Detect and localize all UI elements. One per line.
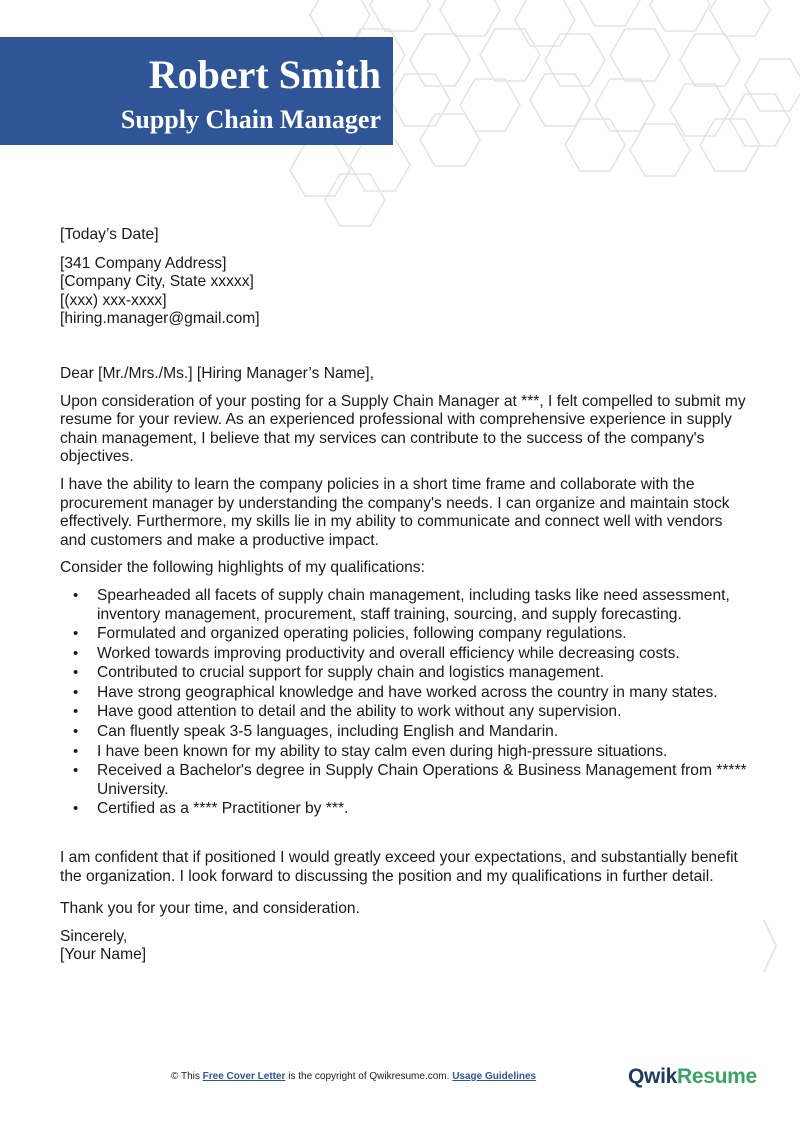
hexagon-shape <box>390 74 450 126</box>
hexagon-shape <box>325 174 385 226</box>
letter-date: [Today’s Date] <box>60 226 159 243</box>
copyright-notice <box>171 1071 536 1082</box>
intro-paragraph: Upon consideration of your posting for a Supply Chain Manager at ***, I felt compelled to submit my resume for your review. As an experienced professional with comprehensive experience in supply chain management, I believe that my services can contribute to the success of the company's objectives. <box>60 392 746 466</box>
hexagon-shape <box>480 29 540 81</box>
address-line: [341 Company Address] <box>60 254 227 272</box>
hexagon-shape <box>420 114 480 166</box>
highlight-item: • Formulated and organized operating policies, following company regulations. <box>97 625 750 644</box>
hexagon-shape <box>460 79 520 131</box>
hexagon-shape <box>370 0 430 31</box>
hexagon-shape <box>745 59 800 111</box>
hexagon-shape <box>440 0 500 36</box>
hexagon-shape <box>545 34 605 86</box>
candidate-name: Robert Smith <box>148 52 381 97</box>
highlight-item: • Received a Bachelor's degree in Supply Chain Operations & Business Management from ***** University. <box>97 762 750 799</box>
qwikresume-logo[interactable] <box>628 1065 757 1089</box>
hexagon-shape <box>710 0 770 36</box>
signature-name: [Your Name] <box>60 946 147 964</box>
highlight-item: • Contributed to crucial support for supply chain and logistics management. <box>97 664 750 683</box>
logo-part-resume: Resume <box>676 1065 757 1088</box>
highlight-item: • Have strong geographical knowledge and have worked across the country in many states. <box>97 684 750 703</box>
hexagon-shape <box>530 74 590 126</box>
skills-paragraph: I have the ability to learn the company policies in a short time frame and collaborate with the procurement manager by understanding the company's needs. I can organize and maintain stock effectively. Furthermore, my skills lie in my ability to communicate and connect well with vendors and customers and make a productive impact. <box>60 475 730 549</box>
candidate-role: Supply Chain Manager <box>120 105 381 134</box>
hexagon-shape <box>610 29 670 81</box>
thanks-line: Thank you for your time, and consideration. <box>60 900 360 918</box>
signoff: Sincerely, <box>60 927 128 945</box>
chevron-right-icon <box>760 918 780 974</box>
address-line: [hiring.manager@gmail.com] <box>60 310 260 328</box>
hexagon-shape <box>350 139 410 191</box>
header-band <box>0 37 393 145</box>
hexagon-shape <box>680 34 740 86</box>
hexagon-shape <box>670 84 730 136</box>
address-line: [Company City, State xxxxx] <box>60 273 254 291</box>
copyright-prefix: © This <box>171 1071 203 1082</box>
footer <box>0 1065 800 1089</box>
logo-part-qwik: Qwik <box>628 1065 677 1088</box>
free-cover-letter-link[interactable]: Free Cover Letter <box>202 1071 286 1082</box>
hexagon-shape <box>310 0 370 41</box>
highlight-item: • Have good attention to detail and the ability to work without any supervision. <box>97 703 750 722</box>
highlights-list <box>60 587 750 819</box>
salutation: Dear [Mr./Mrs./Ms.] [Hiring Manager’s Name], <box>60 364 374 382</box>
hexagon-shape <box>630 124 690 176</box>
highlight-item: • I have been known for my ability to stay calm even during high-pressure situations. <box>97 743 750 762</box>
hexagon-shape <box>595 79 655 131</box>
hexagon-shape <box>650 0 710 31</box>
usage-guidelines-link[interactable]: Usage Guidelines <box>452 1071 537 1082</box>
letter-body <box>60 226 750 965</box>
highlights-intro: Consider the following highlights of my qualifications: <box>60 559 425 577</box>
closing-paragraph: I am confident that if positioned I would greatly exceed your expectations, and substantially benefit the organization. I look forward to discussing the position and my qualifications in further detail. <box>60 849 738 885</box>
hexagon-shape <box>290 144 350 196</box>
hexagon-shape <box>410 34 470 86</box>
highlight-item: • Worked towards improving productivity and overall efficiency while decreasing costs. <box>97 645 750 664</box>
address-line: [(xxx) xxx-xxxx] <box>60 291 167 309</box>
hexagon-shape <box>515 0 575 46</box>
copyright-middle: is the copyright of Qwikresume.com. <box>285 1071 453 1082</box>
hexagon-shape <box>700 119 760 171</box>
highlight-item: • Certified as a **** Practitioner by ***. <box>97 800 750 819</box>
hexagon-shape <box>580 0 640 26</box>
highlight-item: • Can fluently speak 3-5 languages, including English and Mandarin. <box>97 723 750 742</box>
hexagon-shape <box>565 119 625 171</box>
highlight-item: • Spearheaded all facets of supply chain management, including tasks like need assessment, inventory management, procurement, staff training, sourcing, and supply forecasting. <box>97 587 750 624</box>
hexagon-shape <box>730 94 790 146</box>
recipient-address <box>60 255 750 329</box>
